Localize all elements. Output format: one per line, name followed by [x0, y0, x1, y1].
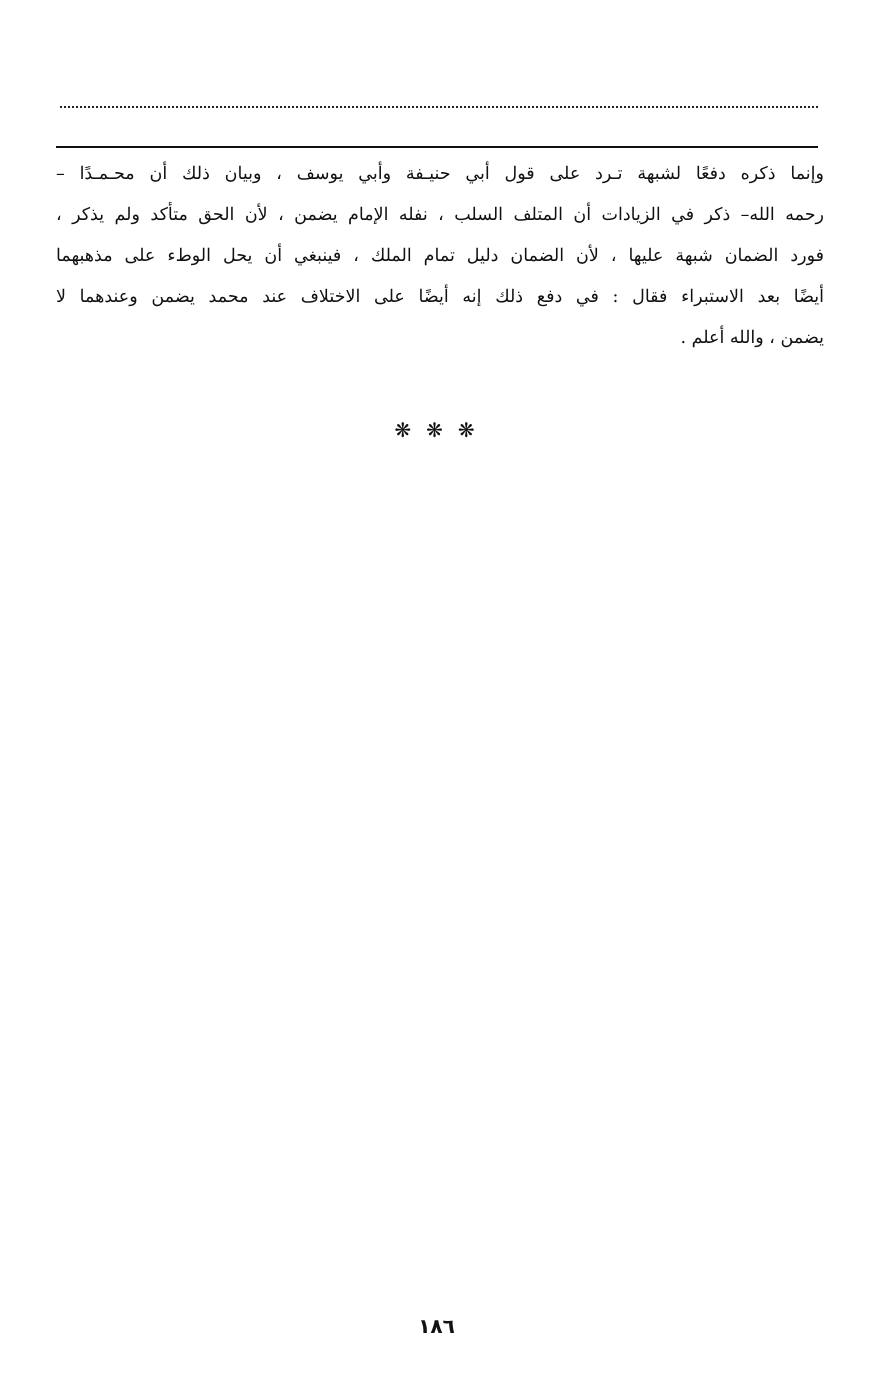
footnote-separator-rule — [56, 146, 818, 148]
dotted-rule — [60, 106, 818, 108]
footnote-line-4: أيضًا بعد الاستبراء فقال : في دفع ذلك إنه أيضًا على الاختلاف عند محمد يضمن وعندهما لا — [56, 287, 824, 307]
footnote-line-1: وإنما ذكره دفعًا لشبهة تـرد على قول أبي حنيـفة وأبي يوسف ، وبيان ذلك أن محـمـدًا – — [56, 164, 824, 184]
footnote-text — [56, 154, 824, 359]
page-number: ١٨٦ — [418, 1314, 455, 1338]
section-separator-asterisks: ❋ ❋ ❋ — [394, 418, 479, 442]
footnote-line-2: رحمه الله– ذكر في الزيادات أن المتلف السلب ، نفله الإمام يضمن ، لأن الحق متأكد ولم يذكر ، — [56, 205, 824, 225]
footnote-line-5: يضمن ، والله أعلم . — [680, 328, 824, 348]
footnote-line-3: فورد الضمان شبهة عليها ، لأن الضمان دليل تمام الملك ، فينبغي أن يحل الوطء على مذهبهما — [56, 246, 824, 266]
